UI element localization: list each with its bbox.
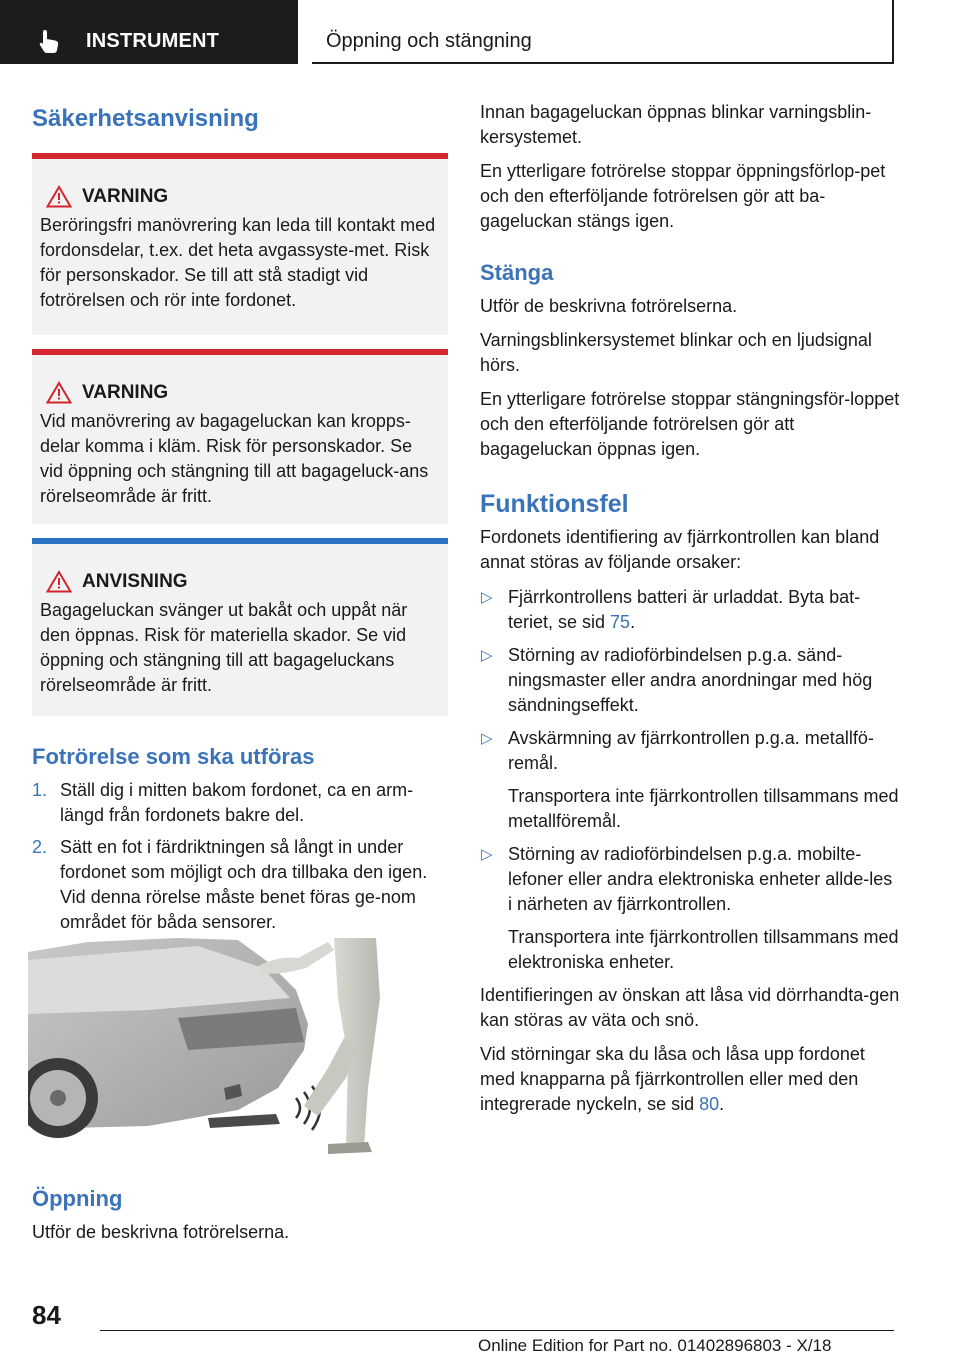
page-link-80[interactable]: 80: [699, 1094, 720, 1114]
left-column: [32, 100, 448, 942]
warning-title-1: [46, 185, 440, 209]
opening-text: Utför de beskrivna fotrörelserna.: [32, 1222, 290, 1242]
note-box: [32, 538, 448, 716]
warning-label-2: VARNING: [82, 382, 169, 403]
triangle-bullet-icon: ▷: [481, 730, 493, 747]
list-item: 2. Sätt en fot i färdriktningen så långt in under fordonet som möjligt och dra tillbaka den igen. Vid denna rörelse måste benet föras ge-nom området för båda sensorer.: [32, 837, 428, 932]
note-title: [46, 570, 440, 594]
last-text: Vid störningar ska du låsa och låsa upp fordonet med knapparna på fjärrkontrollen eller med den integrerade nyckeln, se sid 80.: [480, 1044, 865, 1114]
fault-intro: Fordonets identifiering av fjärrkontrollen kan bland annat störas av följande orsaker:: [480, 527, 880, 572]
chapter-title-box: [312, 0, 894, 64]
list-item: ▷ Avskärmning av fjärrkontrollen p.g.a. metallfö-remål. Transportera inte fjärrkontrollen tillsammans med metallföremål.: [481, 728, 899, 831]
warning-triangle-icon: [46, 185, 72, 208]
warning-box-2: [32, 349, 448, 524]
open-p2: En ytterligare fotrörelse stoppar öppningsförlop-pet och den efterföljande fotrörelsen gör att ba-gageluckan stängs igen.: [480, 161, 886, 231]
foot-movement-heading: Fotrörelse som ska utföras: [32, 744, 315, 769]
list-item: 1. Ställ dig i mitten bakom fordonet, ca en arm-längd från fordonets bakre del.: [32, 780, 414, 825]
opening-section: [32, 1186, 448, 1245]
list-item: ▷ Störning av radioförbindelsen p.g.a. sänd-ningsmaster eller andra anordningar med hög sändningseffekt.: [481, 645, 873, 715]
close-p2: Varningsblinkersystemet blinkar och en ljudsignal hörs.: [480, 330, 872, 375]
right-column: [480, 100, 900, 1117]
footer-rule: [100, 1330, 894, 1331]
close-p3: En ytterligare fotrörelse stoppar stängningsför-loppet och den efterföljande fotrörelsen gör att bagageluckan öppnas igen.: [480, 389, 900, 459]
close-p1: Utför de beskrivna fotrörelserna.: [480, 296, 738, 316]
warning-box-1: [32, 153, 448, 335]
ident-text: Identifieringen av önskan att låsa vid dörrhandta-gen kan störas av väta och snö.: [480, 985, 900, 1030]
fault-list: [480, 585, 900, 975]
triangle-bullet-icon: ▷: [481, 846, 493, 863]
triangle-bullet-icon: ▷: [481, 589, 493, 606]
section-tab: [0, 0, 298, 64]
warning-triangle-icon: [46, 381, 72, 404]
page-header: [0, 0, 960, 66]
open-p1: Innan bagageluckan öppnas blinkar varningsblin-kersystemet.: [480, 102, 872, 147]
edition-footer: Online Edition for Part no. 01402896803 - X/18: [478, 1336, 832, 1355]
chapter-title: Öppning och stängning: [326, 30, 532, 52]
fault-heading: Funktionsfel: [480, 490, 629, 518]
list-item: ▷ Störning av radioförbindelsen p.g.a. mobilte-lefoner eller andra elektroniska enheter allde-les i närheten av fjärrkontrollen. Transportera inte fjärrkontrollen tillsammans med elektroniska enheter.: [481, 844, 899, 972]
foot-gesture-illustration: [28, 938, 384, 1158]
hand-pointer-icon: [36, 28, 62, 54]
warning-text-1: Beröringsfri manövrering kan leda till kontakt med fordonsdelar, t.ex. det heta avgassyste-met. Risk för personskador. Se till att stå stadigt vid fotrörelsen och rör inte fordonet.: [40, 215, 436, 310]
section-label: INSTRUMENT: [86, 30, 220, 52]
warning-label-1: VARNING: [82, 186, 169, 207]
page-link-75[interactable]: 75: [610, 612, 631, 632]
warning-triangle-icon: [46, 570, 72, 593]
triangle-bullet-icon: ▷: [481, 647, 493, 664]
page-number: 84: [32, 1300, 61, 1330]
warning-text-2: Vid manövrering av bagageluckan kan kropps-delar komma i kläm. Risk för personskador. Se vid öppning och stängning till att bagageluck-ans rörelseområde är fritt.: [40, 411, 429, 506]
close-heading: Stänga: [480, 260, 554, 285]
opening-heading: Öppning: [32, 1186, 123, 1211]
note-label: ANVISNING: [82, 571, 188, 592]
steps-list: [32, 778, 448, 935]
safety-heading: Säkerhetsanvisning: [32, 105, 259, 132]
note-text: Bagageluckan svänger ut bakåt och uppåt när den öppnas. Risk för materiella skador. Se vid öppning och stängning till att bagageluckans rörelseområde är fritt.: [40, 600, 408, 695]
list-item: ▷ Fjärrkontrollens batteri är urladdat. Byta bat-teriet, se sid 75.: [481, 587, 861, 632]
warning-title-2: [46, 381, 440, 405]
